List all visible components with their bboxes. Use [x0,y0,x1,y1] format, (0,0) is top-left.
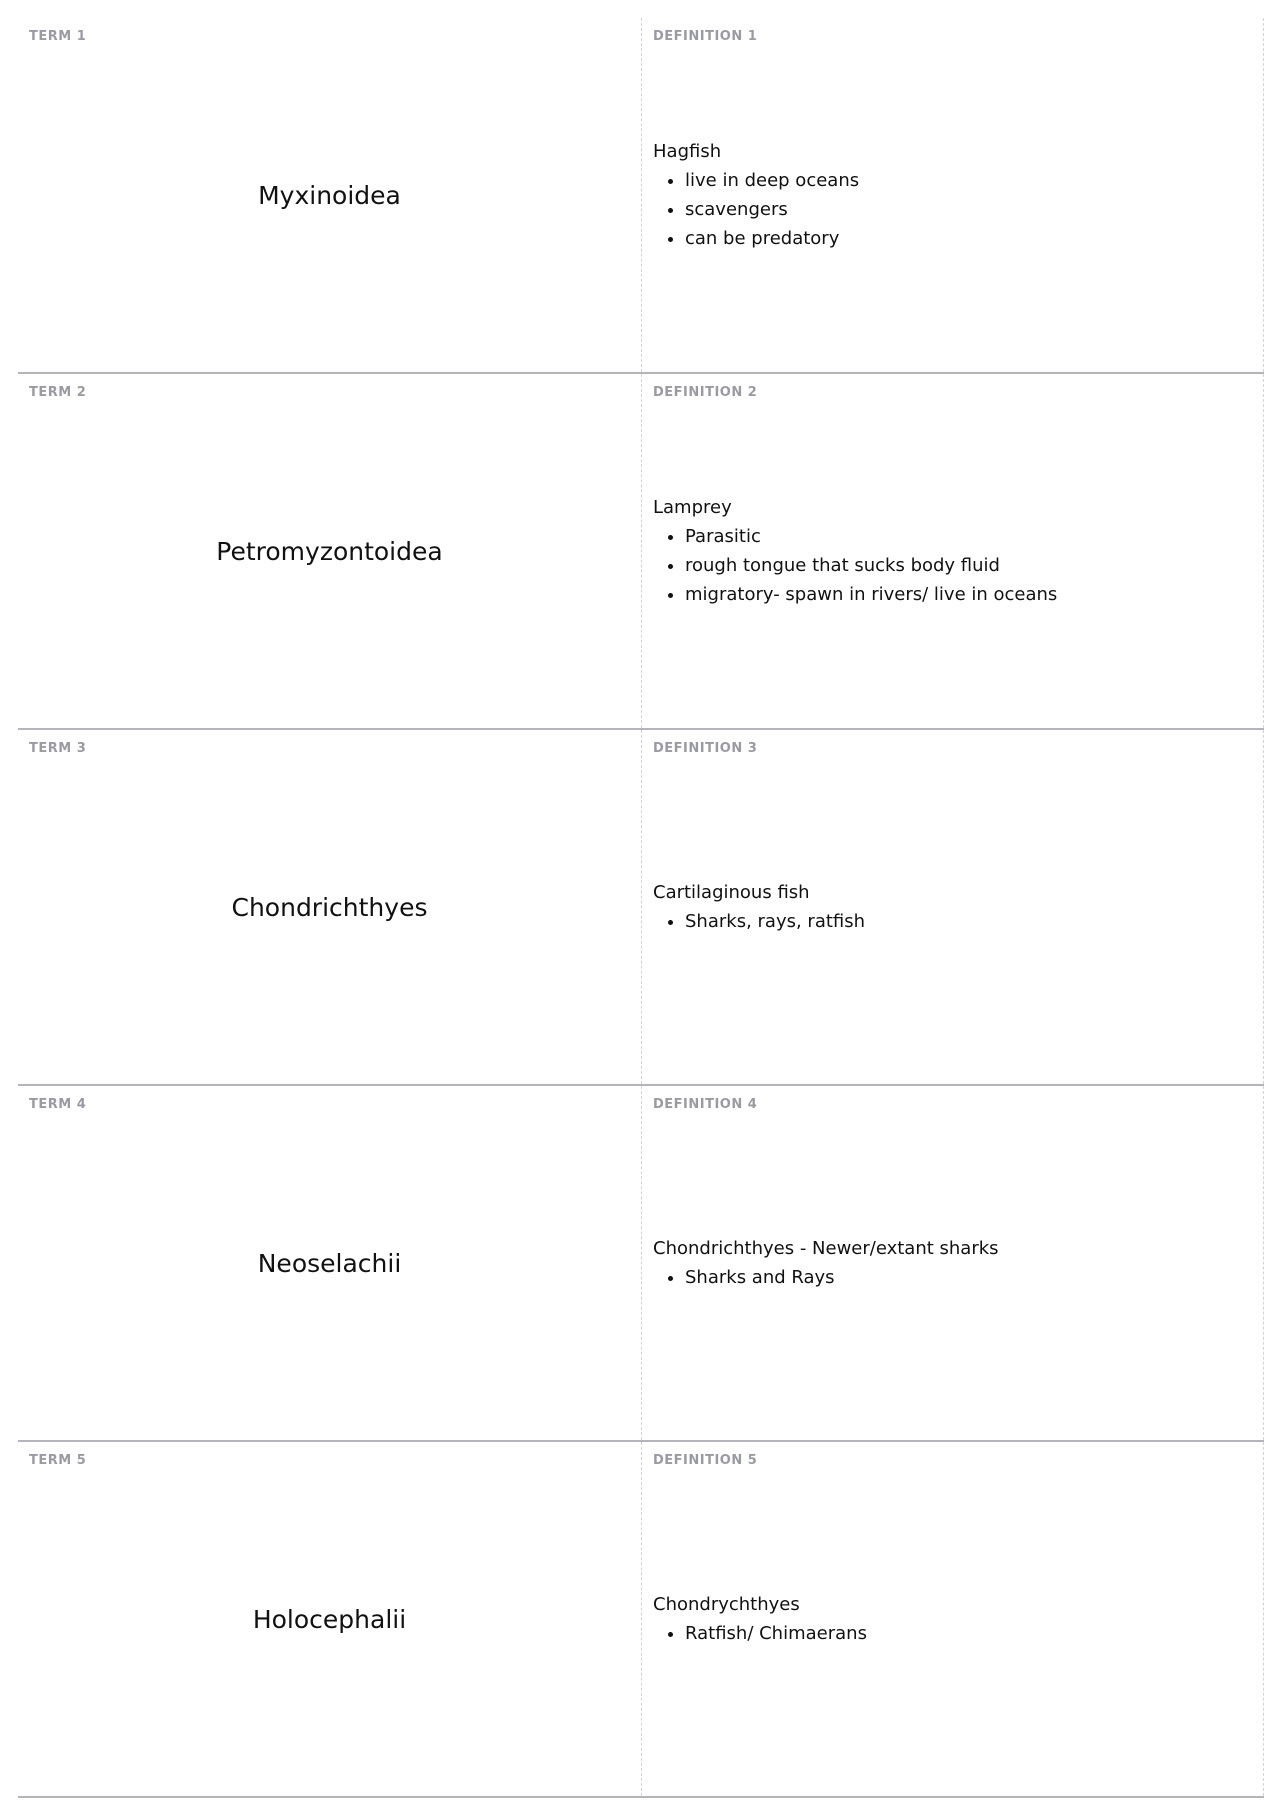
definition-bullet-list [653,166,859,253]
card-row [18,1086,1264,1442]
definition-cell [641,730,1264,1084]
term-cell [18,1086,641,1440]
definition-label: DEFINITION 1 [653,29,758,44]
definition-bullet-list [653,907,865,936]
definition-bullet: • Sharks, rays, ratfish [685,907,865,936]
card-row [18,1442,1264,1798]
term-cell [18,1442,641,1796]
definition-title: Cartilaginous fish [653,882,810,903]
card-row [18,18,1264,374]
definition-label: DEFINITION 4 [653,1097,758,1112]
definition-title: Chondrychthyes [653,1594,800,1615]
definition-title: Hagfish [653,141,722,162]
card-row [18,730,1264,1086]
definition-bullet-list [653,1263,999,1292]
term-text: Neoselachii [257,1248,402,1278]
term-cell [18,374,641,728]
definition-cell [641,1086,1264,1440]
definition-body [653,1590,867,1648]
definition-label: DEFINITION 3 [653,741,758,756]
definition-bullet: • scavengers [685,195,859,224]
definition-bullet-list [653,1619,867,1648]
definition-title: Lamprey [653,497,732,518]
definition-bullet: • live in deep oceans [685,166,859,195]
term-cell [18,18,641,372]
definition-title: Chondrichthyes - Newer/extant sharks [653,1238,999,1259]
definition-body [653,1234,999,1292]
term-text: Myxinoidea [258,180,401,210]
term-cell [18,730,641,1084]
definition-cell [641,18,1264,372]
term-label: TERM 2 [29,385,87,400]
flashcard-sheet [18,18,1264,1798]
definition-cell [641,1442,1264,1796]
term-text: Holocephalii [252,1604,407,1634]
definition-label: DEFINITION 2 [653,385,758,400]
term-text: Chondrichthyes [231,892,428,922]
definition-body [653,493,1057,609]
definition-cell [641,374,1264,728]
definition-label: DEFINITION 5 [653,1453,758,1468]
term-label: TERM 5 [29,1453,87,1468]
term-label: TERM 1 [29,29,87,44]
definition-bullet: • can be predatory [685,224,859,253]
definition-bullet: • Sharks and Rays [685,1263,999,1292]
definition-body [653,137,859,253]
definition-bullet: • migratory- spawn in rivers/ live in oceans [685,580,1057,609]
definition-body [653,878,865,936]
definition-bullet-list [653,522,1057,609]
definition-bullet: • Ratfish/ Chimaerans [685,1619,867,1648]
definition-bullet: • rough tongue that sucks body fluid [685,551,1057,580]
definition-bullet: • Parasitic [685,522,1057,551]
term-label: TERM 3 [29,741,87,756]
card-row [18,374,1264,730]
term-text: Petromyzontoidea [216,536,443,566]
term-label: TERM 4 [29,1097,87,1112]
